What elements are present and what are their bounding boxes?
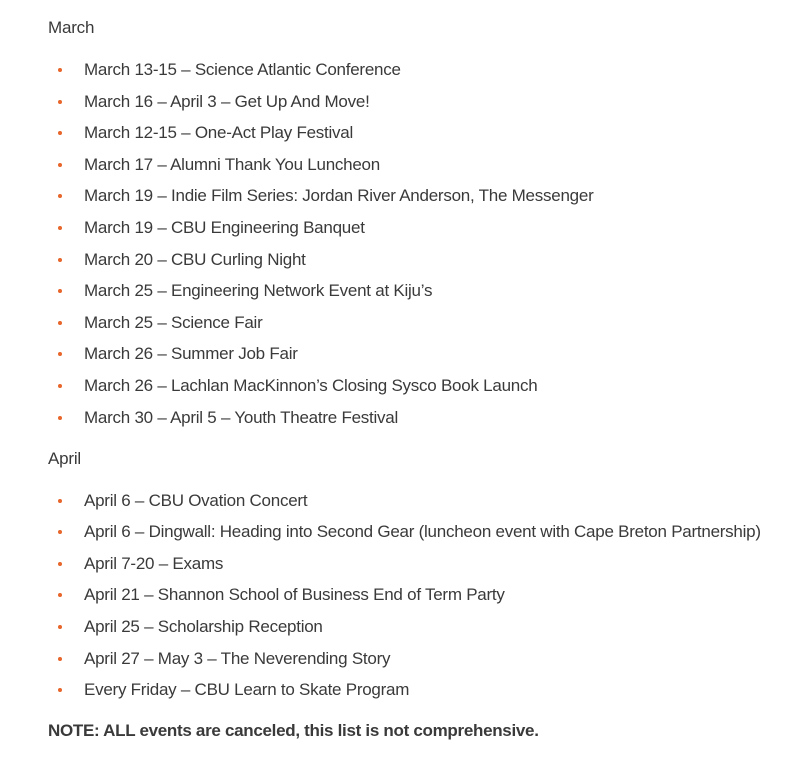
event-text: April 27 – May 3 – The Neverending Story bbox=[84, 648, 391, 668]
bullet-dot-icon bbox=[58, 226, 62, 230]
event-text: March 16 – April 3 – Get Up And Move! bbox=[84, 91, 370, 111]
event-text: April 6 – Dingwall: Heading into Second Gear (luncheon event with Cape Breton Partnership) bbox=[84, 522, 761, 542]
event-text: March 25 – Engineering Network Event at Kiju’s bbox=[84, 281, 433, 301]
event-text: March 30 – April 5 – Youth Theatre Festival bbox=[84, 407, 399, 427]
list-item bbox=[48, 185, 745, 207]
event-list-march bbox=[48, 59, 745, 429]
event-text: March 26 – Lachlan MacKinnon’s Closing Sysco Book Launch bbox=[84, 375, 538, 395]
bullet-dot-icon bbox=[58, 68, 62, 72]
bullet-dot-icon bbox=[58, 530, 62, 534]
list-item bbox=[48, 584, 745, 606]
list-item bbox=[48, 679, 745, 701]
bullet-dot-icon bbox=[58, 688, 62, 692]
bullet-dot-icon bbox=[58, 321, 62, 325]
bullet-dot-icon bbox=[58, 625, 62, 629]
bullet-dot-icon bbox=[58, 100, 62, 104]
event-text: March 19 – Indie Film Series: Jordan River Anderson, The Messenger bbox=[84, 186, 594, 206]
list-item bbox=[48, 521, 761, 543]
list-item bbox=[48, 648, 745, 670]
list-item bbox=[48, 553, 745, 575]
list-item bbox=[48, 91, 745, 113]
event-text: March 12-15 – One-Act Play Festival bbox=[84, 123, 354, 143]
event-text: April 6 – CBU Ovation Concert bbox=[84, 490, 308, 510]
list-item bbox=[48, 280, 745, 302]
event-text: Every Friday – CBU Learn to Skate Program bbox=[84, 680, 410, 700]
bullet-dot-icon bbox=[58, 163, 62, 167]
bullet-dot-icon bbox=[58, 289, 62, 293]
event-list-april bbox=[48, 490, 761, 702]
list-item bbox=[48, 217, 745, 239]
event-text: March 26 – Summer Job Fair bbox=[84, 344, 298, 364]
event-text: March 13-15 – Science Atlantic Conference bbox=[84, 60, 401, 79]
list-item bbox=[48, 616, 745, 638]
event-text: March 19 – CBU Engineering Banquet bbox=[84, 217, 365, 237]
list-item bbox=[48, 312, 745, 334]
event-text: April 21 – Shannon School of Business End of Term Party bbox=[84, 585, 505, 605]
bullet-dot-icon bbox=[58, 194, 62, 198]
bullet-dot-icon bbox=[58, 593, 62, 597]
list-item bbox=[48, 59, 745, 81]
event-text: March 20 – CBU Curling Night bbox=[84, 249, 306, 269]
bullet-dot-icon bbox=[58, 352, 62, 356]
bullet-dot-icon bbox=[58, 258, 62, 262]
list-item bbox=[48, 375, 745, 397]
bullet-dot-icon bbox=[58, 562, 62, 566]
list-item bbox=[48, 154, 745, 176]
list-item bbox=[48, 343, 745, 365]
bullet-dot-icon bbox=[58, 384, 62, 388]
list-item bbox=[48, 249, 745, 271]
event-text: April 25 – Scholarship Reception bbox=[84, 616, 323, 636]
bullet-dot-icon bbox=[58, 499, 62, 503]
month-heading-april: April bbox=[48, 448, 82, 468]
event-text: March 17 – Alumni Thank You Luncheon bbox=[84, 154, 380, 174]
event-text: April 7-20 – Exams bbox=[84, 553, 224, 573]
list-item bbox=[48, 490, 745, 512]
event-text: March 25 – Science Fair bbox=[84, 312, 263, 332]
list-item bbox=[48, 407, 745, 429]
bullet-dot-icon bbox=[58, 416, 62, 420]
bullet-dot-icon bbox=[58, 131, 62, 135]
month-heading-march: March bbox=[48, 18, 95, 37]
bullet-dot-icon bbox=[58, 657, 62, 661]
disclaimer-note: NOTE: ALL events are canceled, this list is not comprehensive. bbox=[48, 721, 539, 741]
section-april bbox=[48, 448, 761, 702]
section-march bbox=[48, 17, 745, 429]
list-item bbox=[48, 122, 745, 144]
